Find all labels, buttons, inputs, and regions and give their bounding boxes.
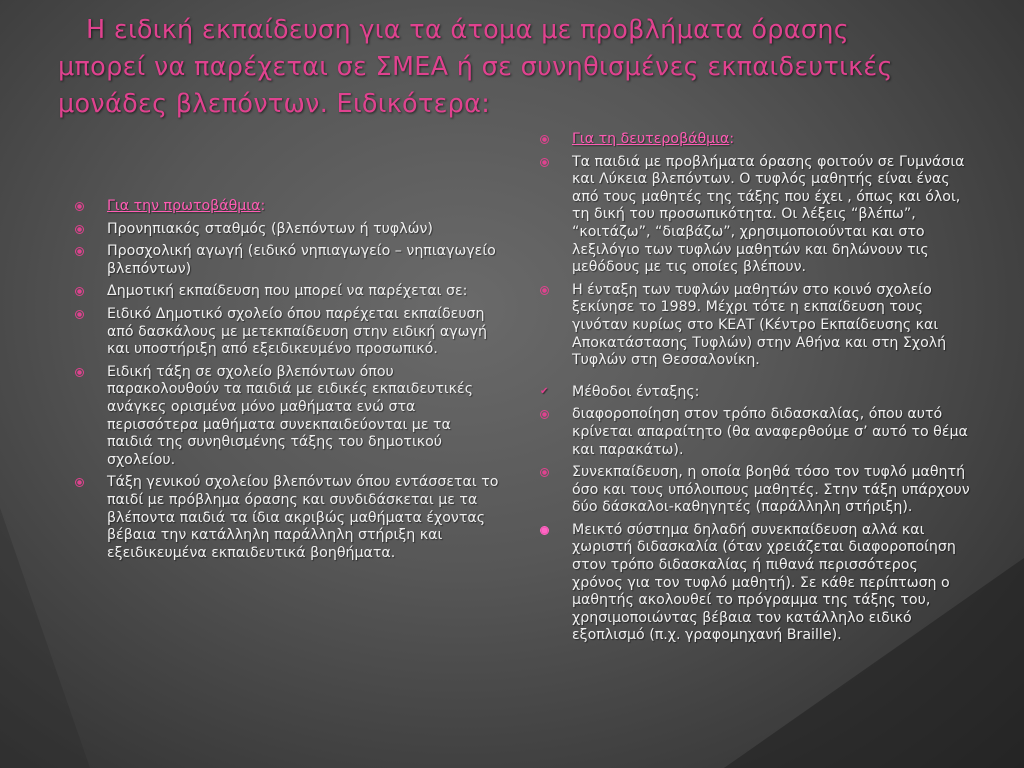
list-heading-secondary: Για τη δευτεροβάθμια: [540, 131, 970, 149]
list-item: Συνεκπαίδευση, η οποία βοηθά τόσο τον τυφλό μαθητή όσο και τους υπόλοιπους μαθητές. Στην τάξη υπάρχουν δύο δάσκαλοι-καθηγητές (παράλληλη στήριξη). [540, 464, 970, 517]
primary-education-list [75, 198, 500, 567]
list-item-methods-heading: ✔ Μέθοδοι ένταξης: [540, 383, 700, 400]
list-heading-primary: Για την πρωτοβάθμια: [75, 198, 500, 216]
circle-bullet-icon [540, 135, 549, 144]
circle-bullet-icon [75, 202, 84, 211]
title-line-3: μονάδες βλεπόντων. Ειδικότερα: [58, 89, 491, 119]
heading-secondary-text: Για τη δευτεροβάθμια [572, 131, 730, 147]
circle-bullet-icon [540, 468, 549, 477]
circle-bullet-icon [75, 478, 84, 487]
slide-title [58, 12, 986, 123]
circle-bullet-icon [75, 310, 84, 319]
list-item: διαφοροποίηση στον τρόπο διδασκαλίας, όπου αυτό κρίνεται απαραίτητο (θα αναφερθούμε σ’ αυτό το θέμα και παρακάτω). [540, 406, 970, 459]
list-item: Τάξη γενικού σχολείου βλεπόντων όπου εντάσσεται το παιδί με πρόβλημα όρασης και συνδιδάσκεται με τα βλέποντα παιδιά τα ίδια ακριβώς μαθήματα έχοντας βέβαια την κατάλληλη παράλληλη στήριξη και εξειδικευμένα εκπαιδευτικά βοηθήματα. [75, 474, 500, 562]
circle-bullet-icon [75, 225, 84, 234]
title-line-1: Η ειδική εκπαίδευση για τα άτομα με προβλήματα όρασης [86, 15, 850, 45]
circle-bullet-icon [540, 158, 549, 167]
circle-bullet-icon [75, 287, 84, 296]
list-item: Μεικτό σύστημα δηλαδή συνεκπαίδευση αλλά και χωριστή διδασκαλία (όταν χρειάζεται διαφοροποίηση στον τρόπο διδασκαλίας ή πιθανά περισσότερος χρόνος για τον τυφλό μαθητή). Σε κάθε περίπτωση ο μαθητής ακολουθεί το πρόγραμμα της τάξης του, χρησιμοποιώντας βέβαια τον κατάλληλο ειδικό εξοπλισμό (π.χ. γραφομηχανή Braille). [540, 522, 970, 645]
circle-bullet-icon [75, 247, 84, 256]
list-item: Δημοτική εκπαίδευση που μπορεί να παρέχεται σε: [75, 283, 500, 301]
list-item: Η ένταξη των τυφλών μαθητών στο κοινό σχολείο ξεκίνησε το 1989. Μέχρι τότε η εκπαίδευση τους γινόταν κυρίως στο ΚΕΑΤ (Κέντρο Εκπαίδευσης και Αποκατάστασης Τυφλών) στην Αθήνα και στη Σχολή Τυφλών στη Θεσσαλονίκη. [540, 282, 970, 370]
list-item: Τα παιδιά με προβλήματα όρασης φοιτούν σε Γυμνάσια και Λύκεια βλεπόντων. Ο τυφλός μαθητής είναι ένας από τους μαθητές της τάξης που έχει , όπως και όλοι, τη δική του προσωπικότητα. Οι λέξεις “βλέπω”, “κοιτάζω”, “διαβάζω”, χρησιμοποιούνται και στο λεξιλόγιο των τυφλών μαθητών και δηλώνουν τις μεθόδους με τις οποίες βλέπουν. [540, 154, 970, 277]
list-item: Προσχολική αγωγή (ειδικό νηπιαγωγείο – νηπιαγωγείο βλεπόντων) [75, 243, 500, 278]
title-line-2: μπορεί να παρέχεται σε ΣΜΕΑ ή σε συνηθισμένες εκπαιδευτικές [58, 52, 893, 82]
circle-bullet-icon [75, 368, 84, 377]
list-item: Ειδικό Δημοτικό σχολείο όπου παρέχεται εκπαίδευση από δασκάλους με μετεκπαίδευση στην ειδική αγωγή και υποστήριξη από εξειδικευμένο προσωπικό. [75, 306, 500, 359]
circle-bullet-icon [540, 410, 549, 419]
list-item: Προνηπιακός σταθμός (βλεπόντων ή τυφλών) [75, 221, 500, 239]
heading-primary-text: Για την πρωτοβάθμια [107, 198, 261, 214]
circle-bullet-icon [540, 286, 549, 295]
filled-circle-bullet-icon [540, 526, 549, 535]
secondary-education-list [540, 131, 970, 650]
list-item: Ειδική τάξη σε σχολείο βλεπόντων όπου παρακολουθούν τα παιδιά με ειδικές εκπαιδευτικές ανάγκες ορισμένα μόνο μαθήματα ενώ στα περισσότερα μαθήματα συνεκπαιδεύονται με τα παιδιά της συνηθισμένης τάξης του δημοτικού σχολείου. [75, 364, 500, 470]
check-bullet-icon: ✔ [540, 385, 549, 397]
